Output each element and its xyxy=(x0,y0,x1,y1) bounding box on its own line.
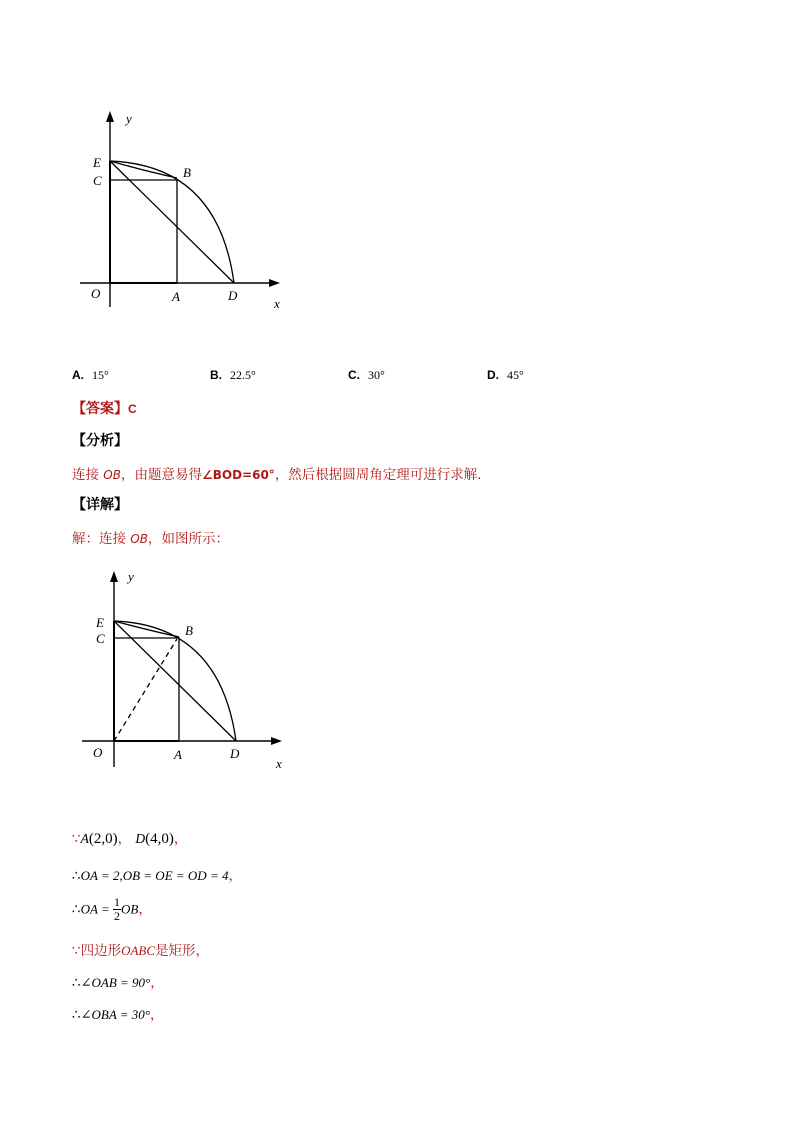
analysis-ob: OB xyxy=(103,468,121,482)
answer-value: C xyxy=(128,402,137,416)
choice-a xyxy=(72,368,109,383)
detail-intro xyxy=(72,527,229,547)
label-e: E xyxy=(93,155,101,170)
label-c: C xyxy=(93,173,102,188)
choice-d xyxy=(487,368,524,383)
step-3-therefore: ∴ xyxy=(72,901,81,918)
step-4-post: 是矩形， xyxy=(155,943,210,959)
label-a: A xyxy=(172,289,180,304)
step-3-fraction xyxy=(113,896,121,923)
label-x: x xyxy=(276,756,282,771)
figure-2 xyxy=(70,565,310,780)
step-1-d-coord: (4,0) xyxy=(145,831,174,847)
segment-eb xyxy=(110,161,177,178)
detail-heading: 【详解】 xyxy=(72,497,128,513)
step-1-because: ∵ xyxy=(72,831,81,847)
detail-text-pre: 解：连接 xyxy=(72,531,126,547)
step-5-end: ， xyxy=(150,975,164,991)
choice-d-value: 45° xyxy=(507,368,524,382)
step-1-a-coord: (2,0) xyxy=(88,831,118,847)
analysis-angle: ∠BOD=60° xyxy=(201,468,275,482)
analysis-heading: 【分析】 xyxy=(72,433,128,449)
step-3-num: 1 xyxy=(113,895,120,909)
analysis-text-post: ，然后根据圆周角定理可进行求解． xyxy=(274,467,491,483)
step-6-angle: ∠OBA = 30° xyxy=(80,1007,150,1022)
step-3-end: ， xyxy=(138,901,152,918)
detail-ob: OB xyxy=(130,532,148,546)
step-1-end: ， xyxy=(173,831,188,847)
label-d: D xyxy=(230,746,240,761)
label-c: C xyxy=(96,631,105,646)
step-2-end: ， xyxy=(228,868,242,884)
label-y: y xyxy=(126,111,132,126)
step-4-pre: 四边形 xyxy=(80,943,122,959)
choice-d-letter: D. xyxy=(487,368,499,382)
detail-text-post: ，如图所示： xyxy=(147,531,229,547)
figure-1 xyxy=(70,105,310,320)
step-2 xyxy=(72,864,242,884)
rectangle-oabc xyxy=(110,180,177,283)
step-3-rhs: OB xyxy=(120,901,139,917)
step-6 xyxy=(72,1003,164,1023)
label-a: A xyxy=(174,747,182,762)
step-5-angle: ∠OAB = 90° xyxy=(80,975,151,990)
step-3-den: 2 xyxy=(113,909,120,923)
label-b: B xyxy=(183,165,191,180)
choice-a-value: 15° xyxy=(92,368,109,382)
step-1-a-label: A xyxy=(80,831,89,846)
step-3 xyxy=(72,896,152,923)
step-2-expr: OA = 2,OB = OE = OD = 4 xyxy=(80,868,229,883)
label-e: E xyxy=(96,615,104,630)
choice-c xyxy=(348,368,385,383)
choice-c-letter: C. xyxy=(348,368,360,382)
step-5 xyxy=(72,971,164,991)
step-5-therefore: ∴ xyxy=(72,975,81,991)
choice-b-value: 22.5° xyxy=(230,368,256,382)
step-6-therefore: ∴ xyxy=(72,1007,81,1023)
segment-eb xyxy=(114,621,179,637)
step-1 xyxy=(72,827,187,848)
step-3-lhs: OA = xyxy=(80,901,113,917)
label-y: y xyxy=(128,569,134,584)
label-d: D xyxy=(228,288,238,303)
analysis-text-pre: 连接 xyxy=(72,467,99,483)
answer-heading xyxy=(72,398,137,418)
step-4 xyxy=(72,939,209,959)
step-6-end: ， xyxy=(150,1007,164,1023)
y-axis-arrow xyxy=(106,111,114,122)
label-o: O xyxy=(93,745,103,760)
step-1-sep: ， xyxy=(117,831,132,847)
choice-c-value: 30° xyxy=(368,368,385,382)
label-x: x xyxy=(274,296,280,311)
choice-a-letter: A. xyxy=(72,368,84,382)
label-o: O xyxy=(91,286,101,301)
analysis-text-mid: ，由题意易得 xyxy=(120,467,202,483)
choice-b xyxy=(210,368,256,383)
choice-b-letter: B. xyxy=(210,368,222,382)
analysis-text xyxy=(72,463,491,483)
y-axis-arrow xyxy=(110,571,118,582)
label-b: B xyxy=(185,623,193,638)
answer-bracket: 【答案】 xyxy=(72,401,128,417)
step-4-because: ∵ xyxy=(72,943,81,959)
step-4-shape: OABC xyxy=(121,943,156,958)
x-axis-arrow xyxy=(269,279,280,287)
segment-ob-dashed xyxy=(114,639,177,741)
step-1-d-label: D xyxy=(135,831,146,846)
step-2-therefore: ∴ xyxy=(72,868,81,884)
x-axis-arrow xyxy=(271,737,282,745)
